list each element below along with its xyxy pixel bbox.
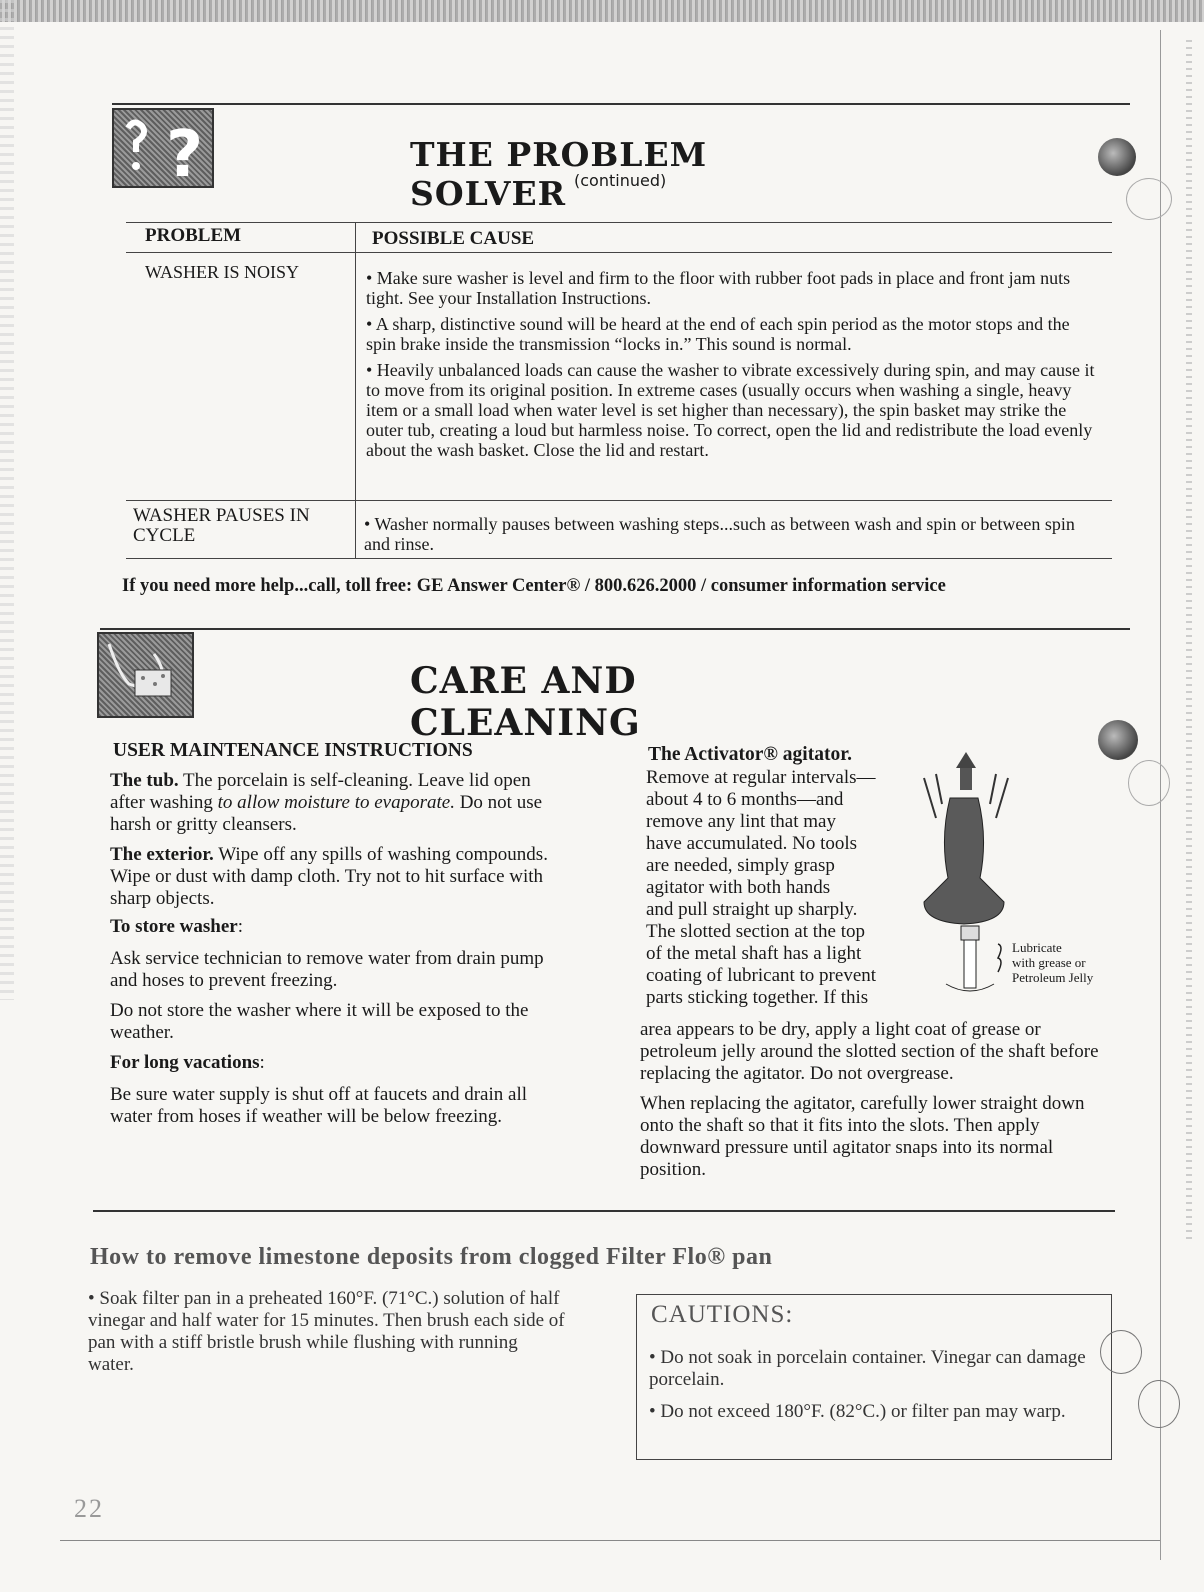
vacation-label: For long vacations bbox=[110, 1052, 260, 1073]
agitator-rest bbox=[640, 1019, 1110, 1187]
agitator-line: coating of lubricant to prevent bbox=[646, 965, 877, 986]
agitator-lines bbox=[646, 767, 926, 1009]
vacation-paragraph: Be sure water supply is shut off at faucets and drain all water from hoses if weather will be below freezing. bbox=[110, 1084, 528, 1127]
binder-ring-icon bbox=[1128, 760, 1170, 806]
tub-italic: to allow moisture to evaporate. bbox=[217, 792, 455, 813]
user-maintenance-body bbox=[110, 770, 550, 1134]
binder-ring-icon bbox=[1126, 178, 1172, 220]
page-bottom-rule bbox=[60, 1540, 1160, 1541]
agitator-replace-paragraph: When replacing the agitator, carefully lower straight down onto the shaft so that it fits into the slots. Then apply downward pressure until agitator snaps into its normal position. bbox=[640, 1093, 1085, 1180]
table-top-rule bbox=[126, 222, 1112, 223]
exterior-label: The exterior. bbox=[110, 844, 214, 865]
lubricate-note bbox=[1012, 940, 1093, 985]
table-divider bbox=[355, 222, 356, 558]
vacation-heading bbox=[110, 1052, 550, 1074]
exterior-paragraph bbox=[110, 844, 550, 910]
cause-column-header: POSSIBLE CAUSE bbox=[372, 228, 535, 249]
agitator-line: about 4 to 6 months—and bbox=[646, 789, 844, 810]
question-mark-icon bbox=[112, 108, 214, 188]
agitator-line: Remove at regular intervals— bbox=[646, 767, 876, 788]
store-paragraph-2: Do not store the washer where it will be exposed to the weather. bbox=[110, 1000, 529, 1043]
agitator-line: have accumulated. No tools bbox=[646, 833, 858, 854]
table-header-rule bbox=[126, 252, 1112, 253]
care-title: CARE AND CLEANING bbox=[410, 660, 641, 744]
limestone-text: • Soak filter pan in a preheated 160°F. (71°C.) solution of half vinegar and half water for 15 minutes. Then brush each side of pan with a stiff bristle brush while flushing with running water. bbox=[88, 1288, 565, 1375]
problem-noisy: WASHER IS NOISY bbox=[145, 262, 300, 282]
scan-edge-top bbox=[0, 0, 1204, 22]
agitator-rest-paragraph: area appears to be dry, apply a light coat of grease or petroleum jelly around the slotted section of the shaft before replacing the agitator. Do not overgrease. bbox=[640, 1019, 1099, 1084]
scan-edge-left bbox=[0, 0, 14, 1000]
vacation-colon: : bbox=[259, 1052, 265, 1073]
care-top-rule bbox=[100, 628, 1130, 630]
tub-label: The tub. bbox=[110, 770, 179, 791]
agitator-line: remove any lint that may bbox=[646, 811, 836, 832]
svg-text:?: ? bbox=[166, 118, 204, 186]
store-colon: : bbox=[237, 916, 244, 937]
problem-column-header: PROBLEM bbox=[145, 225, 242, 246]
limestone-heading: How to remove limestone deposits from clogged Filter Flo® pan bbox=[90, 1244, 773, 1270]
cause-noisy-1: • Make sure washer is level and firm to the floor with rubber foot pads in place and front jam nuts tight. See your Installation Instructions. bbox=[366, 268, 1071, 308]
agitator-line: and pull straight up sharply. bbox=[646, 899, 858, 920]
cause-pauses: • Washer normally pauses between washing steps...such as between wash and spin or between spin and rinse. bbox=[364, 514, 1075, 554]
lubricate-line: Petroleum Jelly bbox=[1012, 970, 1094, 985]
store-label: To store washer bbox=[110, 916, 238, 937]
agitator-line: are needed, simply grasp bbox=[646, 855, 835, 876]
store-heading bbox=[110, 916, 550, 938]
agitator-line: parts sticking together. If this bbox=[646, 987, 869, 1008]
caution-item: • Do not soak in porcelain container. Vinegar can damage porcelain. bbox=[649, 1347, 1086, 1390]
limestone-rule bbox=[93, 1210, 1115, 1212]
agitator-line: agitator with both hands bbox=[646, 877, 831, 898]
tub-text-2: Do not use harsh or gritty cleansers. bbox=[110, 792, 543, 835]
agitator-line: of the metal shaft has a light bbox=[646, 943, 862, 964]
problem-solver-title: THE PROBLEM SOLVER bbox=[410, 135, 708, 213]
exterior-text: Wipe off any spills of washing compounds. Wipe or dust with damp cloth. Try not to hit surface with sharp objects. bbox=[110, 844, 548, 909]
binder-hole-icon bbox=[1098, 138, 1136, 176]
problem-pauses: WASHER PAUSES IN CYCLE bbox=[133, 505, 310, 546]
tub-text: The porcelain is self-cleaning. Leave lid open after washing bbox=[110, 770, 531, 813]
binder-ring-icon bbox=[1100, 1330, 1142, 1374]
cautions-title: CAUTIONS: bbox=[651, 1301, 794, 1328]
cause-noisy-2: • A sharp, distinctive sound will be heard at the end of each spin period as the motor stops and the spin brake inside the transmission “locks in.” This sound is normal. bbox=[366, 314, 1070, 354]
binder-ring-icon bbox=[1138, 1380, 1180, 1428]
agitator-illustration bbox=[906, 748, 1026, 1008]
binder-hole-icon bbox=[1098, 720, 1138, 760]
user-maintenance-heading: USER MAINTENANCE INSTRUCTIONS bbox=[113, 740, 473, 761]
cautions-box bbox=[636, 1294, 1112, 1460]
agitator-line: The slotted section at the top bbox=[646, 921, 865, 942]
table-bottom-rule bbox=[126, 558, 1112, 559]
section-top-rule bbox=[112, 103, 1130, 105]
cause-list-noisy bbox=[366, 268, 1096, 466]
agitator-heading: The Activator® agitator. bbox=[648, 744, 852, 765]
store-paragraph-1: Ask service technician to remove water from drain pump and hoses to prevent freezing. bbox=[110, 948, 544, 991]
cause-noisy-3: • Heavily unbalanced loads can cause the washer to vibrate excessively during spin, and may cause it to move from its original position. In extreme cases (usually occurs when washing a single, heavy item or a small load when water level is set higher than necessary), the spin basket may strike the outer tub, creating a loud but harmless noise. To correct, open the lid and redistribute the load evenly about the wash basket. Close the lid and restart. bbox=[366, 360, 1095, 460]
scan-edge-right-marks bbox=[1186, 40, 1192, 1240]
cautions-list bbox=[649, 1347, 1095, 1429]
table-row-rule bbox=[126, 500, 1112, 501]
tub-paragraph bbox=[110, 770, 550, 836]
lubricate-line: with grease or bbox=[1012, 955, 1086, 970]
caution-item: • Do not exceed 180°F. (82°C.) or filter pan may warp. bbox=[649, 1401, 1066, 1422]
lubricate-line: Lubricate bbox=[1012, 940, 1062, 955]
page-number: 22 bbox=[74, 1494, 104, 1523]
problem-solver-subtitle: (continued) bbox=[574, 171, 667, 190]
help-line: If you need more help...call, toll free: GE Answer Center® / 800.626.2000 / consumer information service bbox=[122, 576, 946, 596]
sponge-hand-icon bbox=[97, 632, 194, 718]
